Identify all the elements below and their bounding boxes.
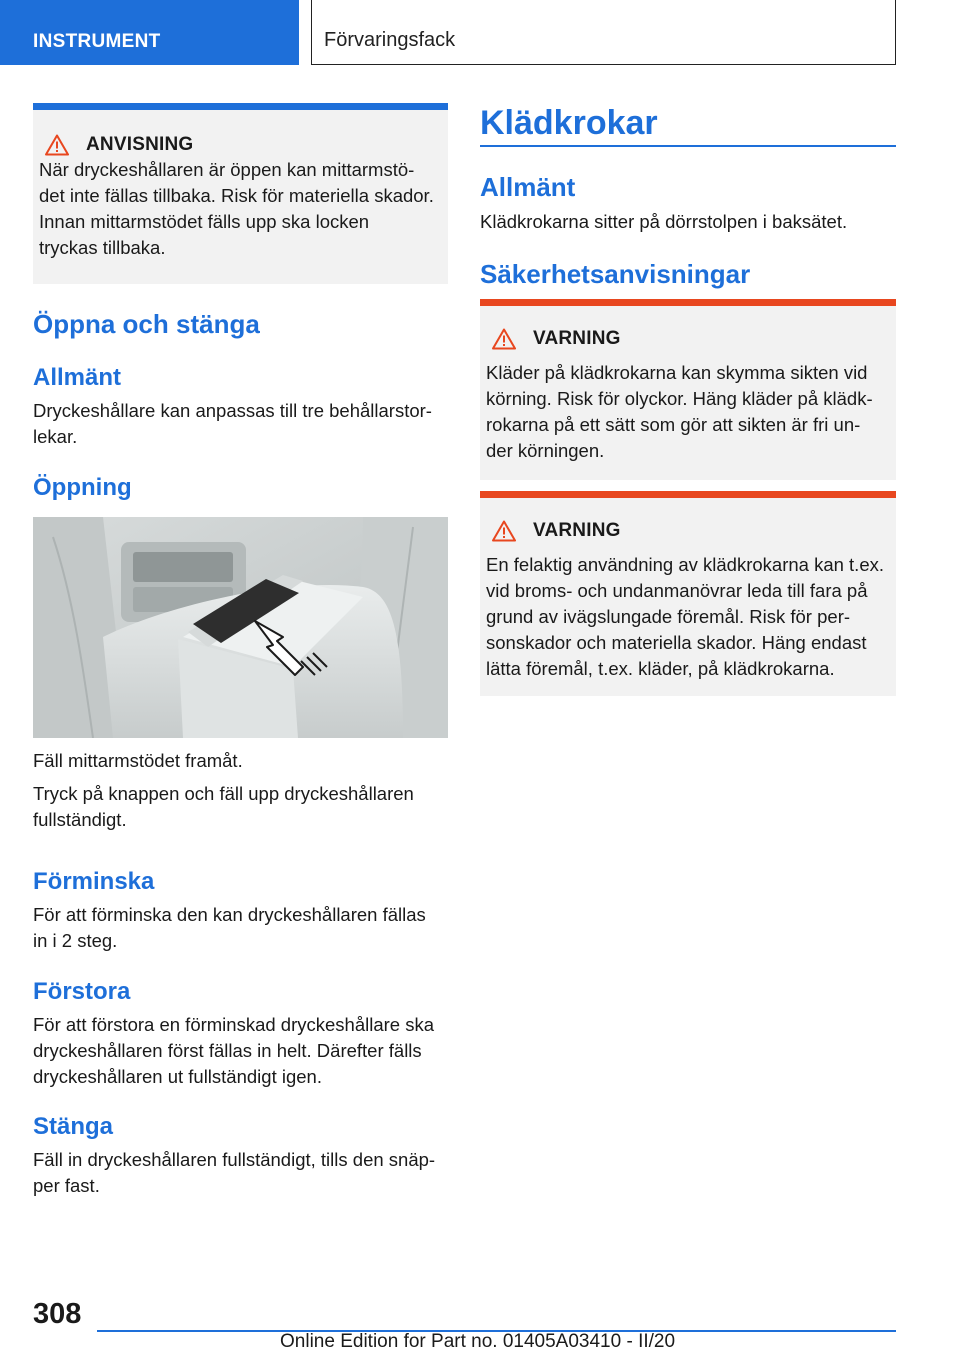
warning-triangle-icon bbox=[492, 520, 516, 542]
opening-step-2 bbox=[33, 781, 448, 833]
text-line: För att förstora en förminskad dryckeshållare ska bbox=[33, 1014, 434, 1035]
text-line: in i 2 steg. bbox=[33, 930, 118, 951]
warning-line: grund av ivägslungade föremål. Risk för per- bbox=[486, 606, 851, 627]
warning-label: VARNING bbox=[533, 328, 621, 349]
warning-line: En felaktig användning av klädkrokarna kan t.ex. bbox=[486, 554, 884, 575]
heading-reduce: Förminska bbox=[33, 868, 155, 895]
header-section-label: INSTRUMENT bbox=[33, 31, 161, 52]
warning-label: VARNING bbox=[533, 520, 621, 541]
text-line: per fast. bbox=[33, 1175, 100, 1196]
page-title-clothes-hooks: Klädkrokar bbox=[480, 104, 658, 142]
notice-line: tryckas tillbaka. bbox=[39, 237, 166, 258]
text-line: Dryckeshållare kan anpassas till tre behållarstor- bbox=[33, 400, 432, 421]
general-text-left bbox=[33, 398, 448, 450]
text-line: dryckeshållaren ut fullständigt igen. bbox=[33, 1066, 322, 1087]
heading-opening: Öppning bbox=[33, 474, 132, 501]
notice-box bbox=[33, 103, 448, 284]
text-line: fullständigt. bbox=[33, 809, 127, 830]
notice-text bbox=[39, 157, 440, 261]
warning-line: sonskador och materiella skador. Häng endast bbox=[486, 632, 867, 653]
page-number: 308 bbox=[33, 1298, 82, 1330]
warning-box-1 bbox=[480, 299, 896, 480]
warning-text bbox=[486, 360, 888, 464]
warning-line: Kläder på klädkrokarna kan skymma sikten vid bbox=[486, 362, 868, 383]
heading-general-right: Allmänt bbox=[480, 172, 576, 202]
heading-close: Stänga bbox=[33, 1113, 114, 1140]
warning-line: lätta föremål, t.ex. kläder, på klädkrokarna. bbox=[486, 658, 835, 679]
text-line: dryckeshållaren först fällas in helt. Därefter fälls bbox=[33, 1040, 422, 1061]
title-rule bbox=[480, 145, 896, 147]
warning-line: der körningen. bbox=[486, 440, 605, 461]
text-line: Tryck på knappen och fäll upp dryckeshållaren bbox=[33, 783, 414, 804]
warning-line: rokarna på ett sätt som gör att sikten är fri un- bbox=[486, 414, 861, 435]
warning-box-2 bbox=[480, 491, 896, 696]
heading-safety: Säkerhetsanvisningar bbox=[480, 259, 751, 289]
notice-line: Innan mittarmstödet fälls upp ska locken bbox=[39, 211, 370, 232]
notice-bar bbox=[33, 103, 448, 110]
heading-open-close: Öppna och stänga bbox=[33, 309, 260, 339]
text-line: lekar. bbox=[33, 426, 78, 447]
reduce-text bbox=[33, 902, 448, 954]
warning-text bbox=[486, 552, 888, 682]
text-line: Fäll in dryckeshållaren fullständigt, tills den snäp- bbox=[33, 1149, 436, 1170]
notice-header bbox=[45, 134, 193, 156]
heading-enlarge: Förstora bbox=[33, 978, 131, 1005]
warning-header bbox=[492, 520, 621, 542]
notice-line: det inte fällas tillbaka. Risk för materiella skador. bbox=[39, 185, 434, 206]
header-chapter-tab bbox=[311, 0, 896, 65]
warning-triangle-icon bbox=[492, 328, 516, 350]
close-text bbox=[33, 1147, 448, 1199]
opening-step-1: Fäll mittarmstödet framåt. bbox=[33, 750, 243, 771]
text-line: För att förminska den kan dryckeshållaren fällas bbox=[33, 904, 426, 925]
warning-line: vid broms- och undanmanövrar leda till fara på bbox=[486, 580, 868, 601]
footer-edition: Online Edition for Part no. 01405A03410 - II/20 bbox=[280, 1331, 676, 1352]
warning-bar bbox=[480, 299, 896, 306]
warning-triangle-icon bbox=[45, 134, 69, 156]
warning-line: körning. Risk för olyckor. Häng kläder på klädk- bbox=[486, 388, 873, 409]
notice-label: ANVISNING bbox=[86, 134, 194, 155]
header-chapter-label: Förvaringsfack bbox=[324, 29, 456, 51]
heading-general-left: Allmänt bbox=[33, 364, 122, 391]
warning-header bbox=[492, 328, 621, 350]
warning-bar bbox=[480, 491, 896, 498]
header-section-tab bbox=[0, 0, 299, 65]
enlarge-text bbox=[33, 1012, 448, 1090]
notice-line: När dryckeshållaren är öppen kan mittarmstö- bbox=[39, 159, 415, 180]
armrest-cupholder-photo bbox=[33, 517, 448, 738]
general-text-right: Klädkrokarna sitter på dörrstolpen i baksätet. bbox=[480, 211, 848, 232]
